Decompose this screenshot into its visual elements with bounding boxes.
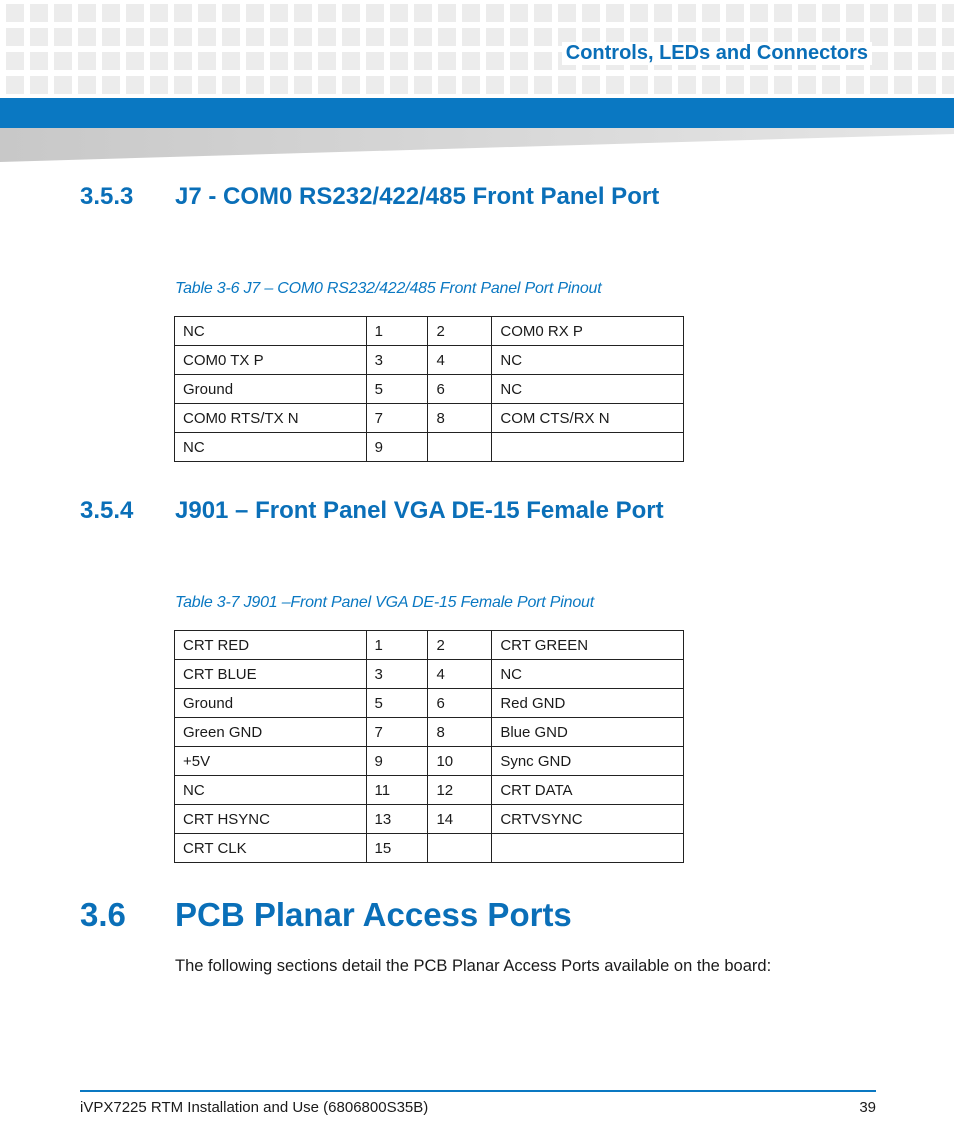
- signal-cell: NC: [492, 660, 684, 689]
- section-3-5-3-heading: [80, 183, 659, 211]
- signal-cell: CRT GREEN: [492, 631, 684, 660]
- section-3-6-body: The following sections detail the PCB Planar Access Ports available on the board:: [175, 957, 772, 975]
- signal-cell: NC: [492, 346, 684, 375]
- table-row: [175, 689, 684, 718]
- signal-cell: +5V: [175, 747, 367, 776]
- pin-cell: 4: [428, 346, 492, 375]
- table-row: [175, 660, 684, 689]
- footer-rule: [80, 1090, 876, 1092]
- section-title: J901 – Front Panel VGA DE-15 Female Port: [175, 497, 664, 524]
- signal-cell: Red GND: [492, 689, 684, 718]
- table-row: [175, 404, 684, 433]
- signal-cell: CRT CLK: [175, 834, 367, 863]
- signal-cell: Ground: [175, 375, 367, 404]
- signal-cell: COM0 RTS/TX N: [175, 404, 367, 433]
- header-blue-band: [0, 98, 954, 128]
- signal-cell: CRTVSYNC: [492, 805, 684, 834]
- pin-cell: 8: [428, 404, 492, 433]
- pin-cell: 6: [428, 689, 492, 718]
- signal-cell: NC: [175, 776, 367, 805]
- signal-cell: CRT BLUE: [175, 660, 367, 689]
- section-number: 3.5.4: [80, 497, 134, 524]
- signal-cell: Green GND: [175, 718, 367, 747]
- pin-cell: 2: [428, 317, 492, 346]
- section-title: PCB Planar Access Ports: [175, 896, 572, 933]
- table-3-7: [174, 630, 684, 863]
- pin-cell: 6: [428, 375, 492, 404]
- table-row: [175, 317, 684, 346]
- pin-cell: 9: [366, 433, 428, 462]
- footer-doc-title: iVPX7225 RTM Installation and Use (6806800S35B): [80, 1099, 429, 1116]
- section-title: J7 - COM0 RS232/422/485 Front Panel Port: [175, 183, 660, 210]
- section-3-6-heading: [80, 896, 572, 934]
- header-gray-wedge: [0, 128, 954, 164]
- table-3-6-caption: Table 3-6 J7 – COM0 RS232/422/485 Front Panel Port Pinout: [175, 280, 602, 297]
- signal-cell: NC: [492, 375, 684, 404]
- page-number: 39: [859, 1099, 876, 1116]
- signal-cell: Ground: [175, 689, 367, 718]
- pin-cell: 5: [366, 689, 428, 718]
- signal-cell: Sync GND: [492, 747, 684, 776]
- pin-cell: [428, 433, 492, 462]
- signal-cell: COM CTS/RX N: [492, 404, 684, 433]
- table-3-7-caption: Table 3-7 J901 –Front Panel VGA DE-15 Female Port Pinout: [175, 594, 594, 611]
- pin-cell: 13: [366, 805, 428, 834]
- pin-cell: 9: [366, 747, 428, 776]
- pin-cell: 3: [366, 660, 428, 689]
- pin-cell: 7: [366, 718, 428, 747]
- pin-cell: 5: [366, 375, 428, 404]
- section-number: 3.6: [80, 896, 126, 933]
- signal-cell: COM0 TX P: [175, 346, 367, 375]
- section-3-5-4-heading: [80, 497, 664, 525]
- pin-cell: 15: [366, 834, 428, 863]
- signal-cell: CRT HSYNC: [175, 805, 367, 834]
- pin-cell: 1: [366, 317, 428, 346]
- pin-cell: 2: [428, 631, 492, 660]
- signal-cell: [492, 433, 684, 462]
- table-row: [175, 346, 684, 375]
- table-row: [175, 776, 684, 805]
- signal-cell: COM0 RX P: [492, 317, 684, 346]
- pin-cell: 11: [366, 776, 428, 805]
- signal-cell: NC: [175, 317, 367, 346]
- pin-cell: 14: [428, 805, 492, 834]
- table-row: [175, 834, 684, 863]
- table-row: [175, 631, 684, 660]
- pin-cell: 8: [428, 718, 492, 747]
- table-3-6: [174, 316, 684, 462]
- signal-cell: NC: [175, 433, 367, 462]
- table-row: [175, 805, 684, 834]
- pin-cell: 10: [428, 747, 492, 776]
- table-row: [175, 718, 684, 747]
- table-row: [175, 433, 684, 462]
- signal-cell: CRT RED: [175, 631, 367, 660]
- pin-cell: 1: [366, 631, 428, 660]
- signal-cell: [492, 834, 684, 863]
- section-number: 3.5.3: [80, 183, 134, 210]
- pin-cell: 4: [428, 660, 492, 689]
- table-row: [175, 747, 684, 776]
- signal-cell: CRT DATA: [492, 776, 684, 805]
- pin-cell: 7: [366, 404, 428, 433]
- chapter-title: Controls, LEDs and Connectors: [562, 42, 872, 65]
- signal-cell: Blue GND: [492, 718, 684, 747]
- pin-cell: 3: [366, 346, 428, 375]
- pin-cell: [428, 834, 492, 863]
- pin-cell: 12: [428, 776, 492, 805]
- table-row: [175, 375, 684, 404]
